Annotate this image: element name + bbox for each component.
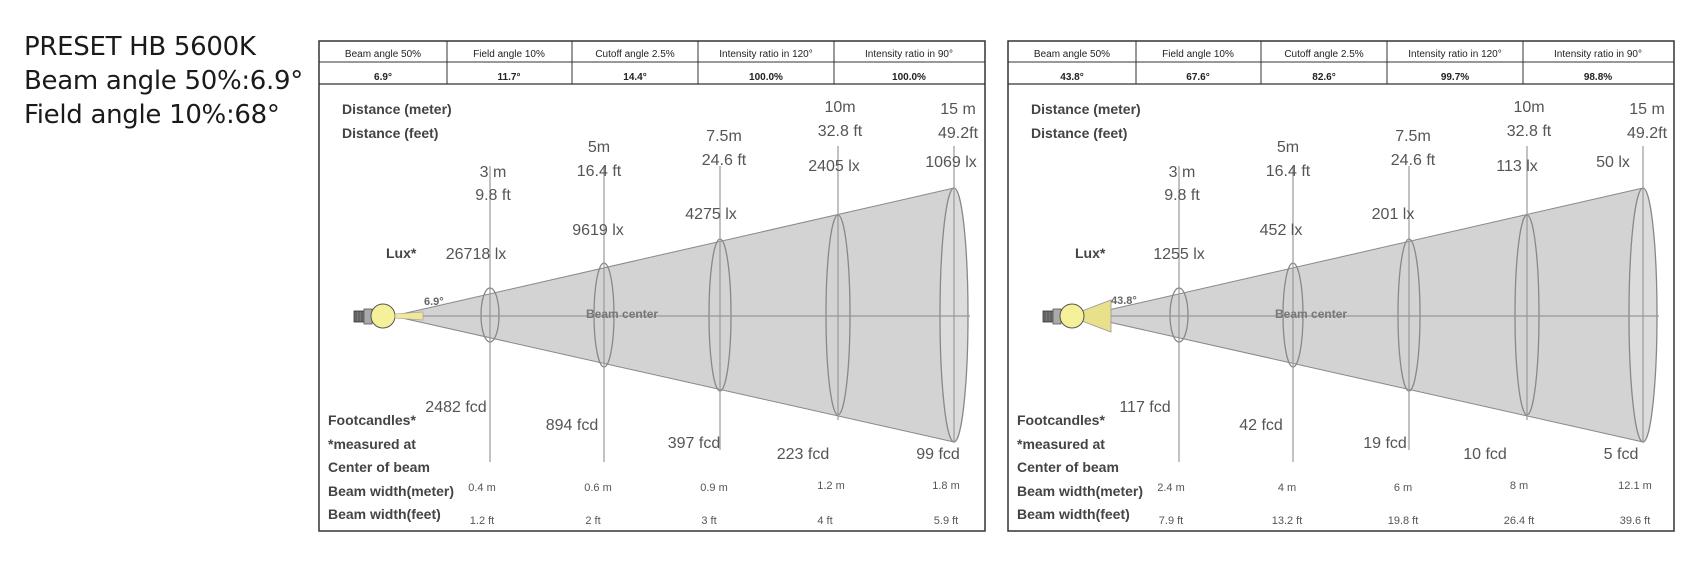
distance-meter-label: Distance (meter) <box>342 101 452 117</box>
width-m-5: 4 m <box>1277 482 1297 494</box>
width-m-15: 12.1 m <box>1618 480 1652 492</box>
value-intensity-120: 99.7% <box>1440 72 1470 83</box>
beam-width-feet-label: Beam width(feet) <box>328 506 441 522</box>
distance-m-10: 10m <box>824 99 856 116</box>
lux-7-5: 4275 lx <box>685 206 737 223</box>
lux-10: 113 lx <box>1496 158 1538 175</box>
distance-ft-15: 49.2ft <box>1626 125 1668 142</box>
fcd-15: 5 fcd <box>1603 446 1639 463</box>
beam-width-feet-label: Beam width(feet) <box>1017 506 1130 522</box>
header-cutoff-angle: Cutoff angle 2.5% <box>1284 49 1364 60</box>
distance-m-10: 10m <box>1513 99 1545 116</box>
value-intensity-120: 100.0% <box>749 72 783 83</box>
distance-m-3: 3 m <box>1168 164 1196 181</box>
width-ft-3: 1.2 ft <box>469 515 495 527</box>
footcandles-label: Footcandles* <box>1017 412 1105 428</box>
spec-table-header <box>345 49 953 83</box>
measured-at-label: *measured at <box>328 436 416 452</box>
center-of-beam-label: Center of beam <box>328 459 430 475</box>
title-block <box>24 30 303 132</box>
distance-m-5: 5m <box>587 139 611 156</box>
header-beam-angle: Beam angle 50% <box>1033 49 1111 60</box>
fcd-15: 99 fcd <box>916 446 960 463</box>
distance-feet-label: Distance (feet) <box>342 125 439 141</box>
value-field-angle: 11.7° <box>497 72 521 83</box>
header-field-angle: Field angle 10% <box>1162 49 1234 60</box>
center-of-beam-label: Center of beam <box>1017 459 1119 475</box>
width-ft-5: 2 ft <box>585 515 601 527</box>
distance-ft-5: 16.4 ft <box>1265 163 1311 180</box>
preset-title: PRESET HB 5600K <box>24 32 256 62</box>
header-cutoff-angle: Cutoff angle 2.5% <box>595 49 675 60</box>
footcandles-label: Footcandles* <box>328 412 416 428</box>
lux-7-5: 201 lx <box>1371 206 1415 223</box>
lux-10: 2405 lx <box>808 158 860 175</box>
field-angle-title: Field angle 10%:68° <box>24 100 280 130</box>
width-ft-15: 39.6 ft <box>1619 515 1651 527</box>
width-m-7-5: 6 m <box>1393 482 1413 494</box>
light-fixture-icon <box>354 304 423 328</box>
width-m-7-5: 0.9 m <box>700 482 728 494</box>
fcd-7-5: 19 fcd <box>1363 435 1407 452</box>
beam-angle-marker: 6.9° <box>424 296 444 308</box>
measured-at-label: *measured at <box>1017 436 1105 452</box>
width-ft-10: 4 ft <box>817 515 833 527</box>
value-cutoff-angle: 82.6° <box>1312 72 1336 83</box>
fcd-10: 10 fcd <box>1463 446 1507 463</box>
lux-label: Lux* <box>386 245 417 261</box>
width-ft-3: 7.9 ft <box>1158 515 1184 527</box>
lux-3: 26718 lx <box>445 246 507 263</box>
header-intensity-90: Intensity ratio in 90° <box>865 49 953 60</box>
header-intensity-120: Intensity ratio in 120° <box>719 49 813 60</box>
value-intensity-90: 98.8% <box>1583 72 1613 83</box>
lux-label: Lux* <box>1075 245 1106 261</box>
width-m-3: 2.4 m <box>1157 482 1185 494</box>
header-beam-angle: Beam angle 50% <box>344 49 422 60</box>
value-field-angle: 67.6° <box>1186 72 1210 83</box>
header-field-angle: Field angle 10% <box>473 49 545 60</box>
beam-angle-title: Beam angle 50%:6.9° <box>24 66 303 96</box>
distance-m-7-5: 7.5m <box>1395 128 1431 145</box>
beam-diagram-panel-1 <box>318 0 986 540</box>
distance-ft-15: 49.2ft <box>937 125 979 142</box>
fcd-10: 223 fcd <box>776 446 830 463</box>
width-ft-7-5: 3 ft <box>701 515 717 527</box>
fcd-5: 894 fcd <box>545 417 599 434</box>
beam-width-meter-label: Beam width(meter) <box>328 483 455 499</box>
fcd-5: 42 fcd <box>1239 417 1283 434</box>
fcd-7-5: 397 fcd <box>667 435 721 452</box>
beam-width-meter-label: Beam width(meter) <box>1017 483 1144 499</box>
fcd-3: 2482 fcd <box>425 399 487 416</box>
beam-diagram-panel-2 <box>1007 0 1675 540</box>
distance-meter-label: Distance (meter) <box>1031 101 1141 117</box>
distance-m-15: 15 m <box>940 101 976 118</box>
lux-5: 9619 lx <box>572 222 624 239</box>
lux-5: 452 lx <box>1259 222 1303 239</box>
header-intensity-90: Intensity ratio in 90° <box>1554 49 1642 60</box>
beam-center-label: Beam center <box>1275 307 1348 321</box>
distance-feet-label: Distance (feet) <box>1031 125 1128 141</box>
value-intensity-90: 100.0% <box>892 72 926 83</box>
width-ft-10: 26.4 ft <box>1503 515 1535 527</box>
value-beam-angle: 6.9° <box>374 72 392 83</box>
distance-m-7-5: 7.5m <box>706 128 742 145</box>
spec-table-header <box>1034 49 1642 83</box>
distance-m-5: 5m <box>1276 139 1300 156</box>
beam-angle-marker: 43.8° <box>1111 295 1137 307</box>
lux-15: 1069 lx <box>925 154 977 171</box>
width-m-5: 0.6 m <box>584 482 612 494</box>
fcd-3: 117 fcd <box>1119 399 1171 416</box>
width-ft-7-5: 19.8 ft <box>1387 515 1419 527</box>
lux-3: 1255 lx <box>1153 246 1205 263</box>
lux-15: 50 lx <box>1596 154 1630 171</box>
distance-ft-10: 32.8 ft <box>1506 123 1552 140</box>
distance-ft-3: 9.8 ft <box>475 187 511 204</box>
width-ft-15: 5.9 ft <box>933 515 959 527</box>
width-m-3: 0.4 m <box>468 482 496 494</box>
distance-ft-5: 16.4 ft <box>576 163 622 180</box>
beam-center-label: Beam center <box>586 307 659 321</box>
width-m-10: 1.2 m <box>817 480 845 492</box>
value-cutoff-angle: 14.4° <box>623 72 647 83</box>
width-ft-5: 13.2 ft <box>1271 515 1303 527</box>
width-m-10: 8 m <box>1509 480 1529 492</box>
header-intensity-120: Intensity ratio in 120° <box>1408 49 1502 60</box>
distance-ft-7-5: 24.6 ft <box>701 152 747 169</box>
width-m-15: 1.8 m <box>932 480 960 492</box>
distance-ft-7-5: 24.6 ft <box>1390 152 1436 169</box>
distance-m-3: 3 m <box>479 164 507 181</box>
light-fixture-icon <box>1043 300 1111 332</box>
distance-ft-3: 9.8 ft <box>1164 187 1200 204</box>
distance-ft-10: 32.8 ft <box>817 123 863 140</box>
distance-m-15: 15 m <box>1629 101 1665 118</box>
value-beam-angle: 43.8° <box>1060 72 1084 83</box>
